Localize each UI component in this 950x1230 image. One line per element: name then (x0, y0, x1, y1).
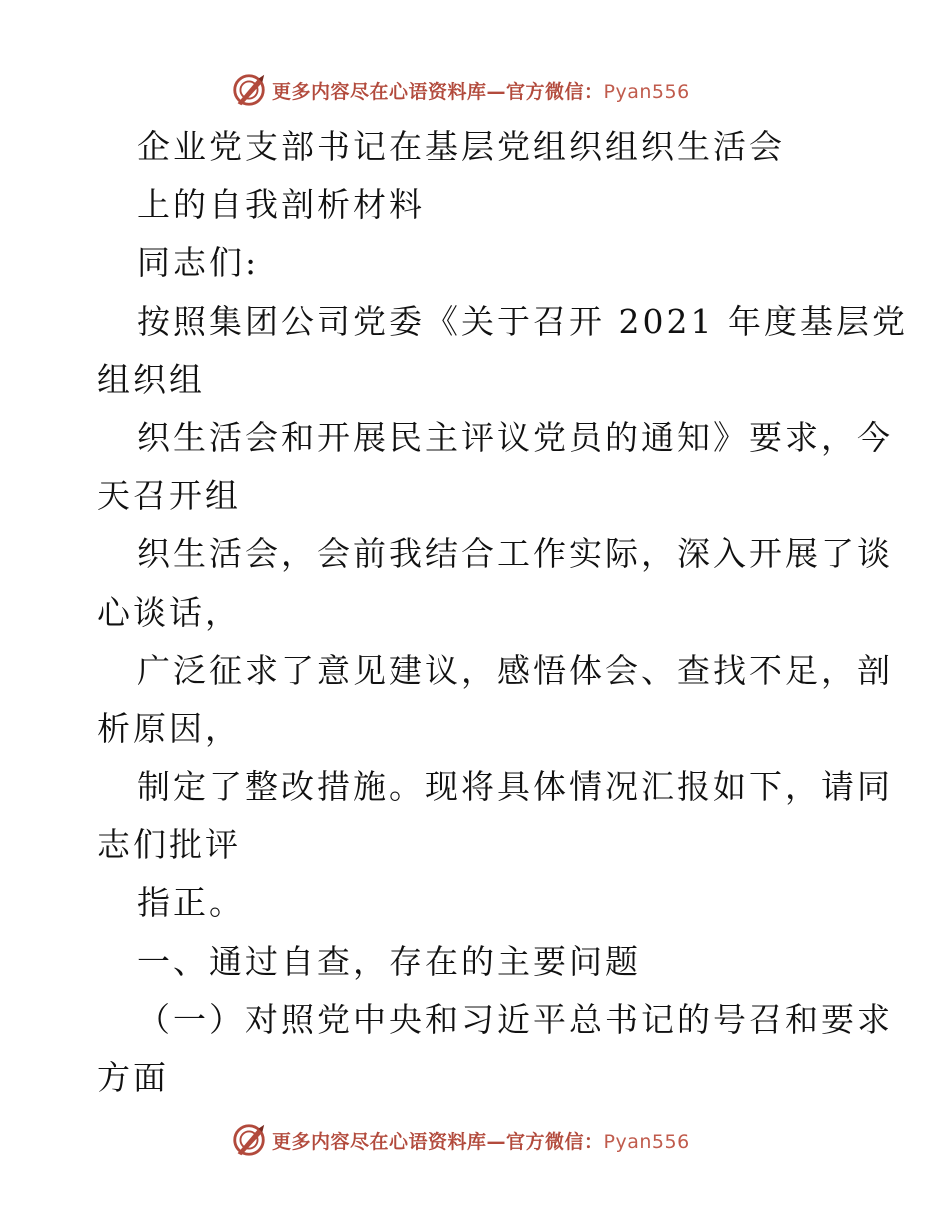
banner-text (272, 1127, 690, 1154)
pen-logo-icon (230, 71, 268, 109)
footer-banner[interactable] (230, 1120, 750, 1160)
text-line: 按照集团公司党委《关于召开 2021 年度基层党 (137, 301, 908, 341)
text-line: 织生活会，会前我结合工作实际，深入开展了谈 (137, 534, 893, 574)
banner-text (272, 77, 690, 104)
text-line: 同志们: (137, 243, 260, 283)
text-line: 方面 (97, 1058, 169, 1097)
text-line: 天召开组 (97, 476, 241, 516)
text-line: 制定了整改措施。现将具体情况汇报如下，请同 (137, 767, 893, 807)
text-line: 志们批评 (97, 825, 241, 865)
banner-label: 更多内容尽在心语资料库—官方微信： (272, 1130, 604, 1153)
text-line: 指正。 (137, 883, 245, 923)
banner-handle: Pyan556 (603, 80, 690, 103)
text-line: 广泛征求了意见建议，感悟体会、查找不足，剖 (137, 650, 893, 690)
text-line: （一）对照党中央和习近平总书记的号召和要求 (137, 999, 893, 1039)
text-line: 组织组 (97, 359, 205, 399)
banner-label: 更多内容尽在心语资料库—官方微信： (272, 80, 604, 103)
pen-logo-icon (230, 1121, 268, 1159)
document-body (97, 118, 908, 1107)
text-line: 一、通过自查，存在的主要问题 (137, 941, 641, 981)
header-banner[interactable] (230, 70, 750, 110)
text-line: 上的自我剖析材料 (137, 185, 425, 225)
text-line: 企业党支部书记在基层党组织组织生活会 (137, 127, 785, 166)
text-line: 析原因， (97, 708, 241, 748)
text-line: 织生活会和开展民主评议党员的通知》要求，今 (137, 417, 893, 457)
text-line: 心谈话， (97, 592, 241, 632)
banner-handle: Pyan556 (603, 1130, 690, 1153)
